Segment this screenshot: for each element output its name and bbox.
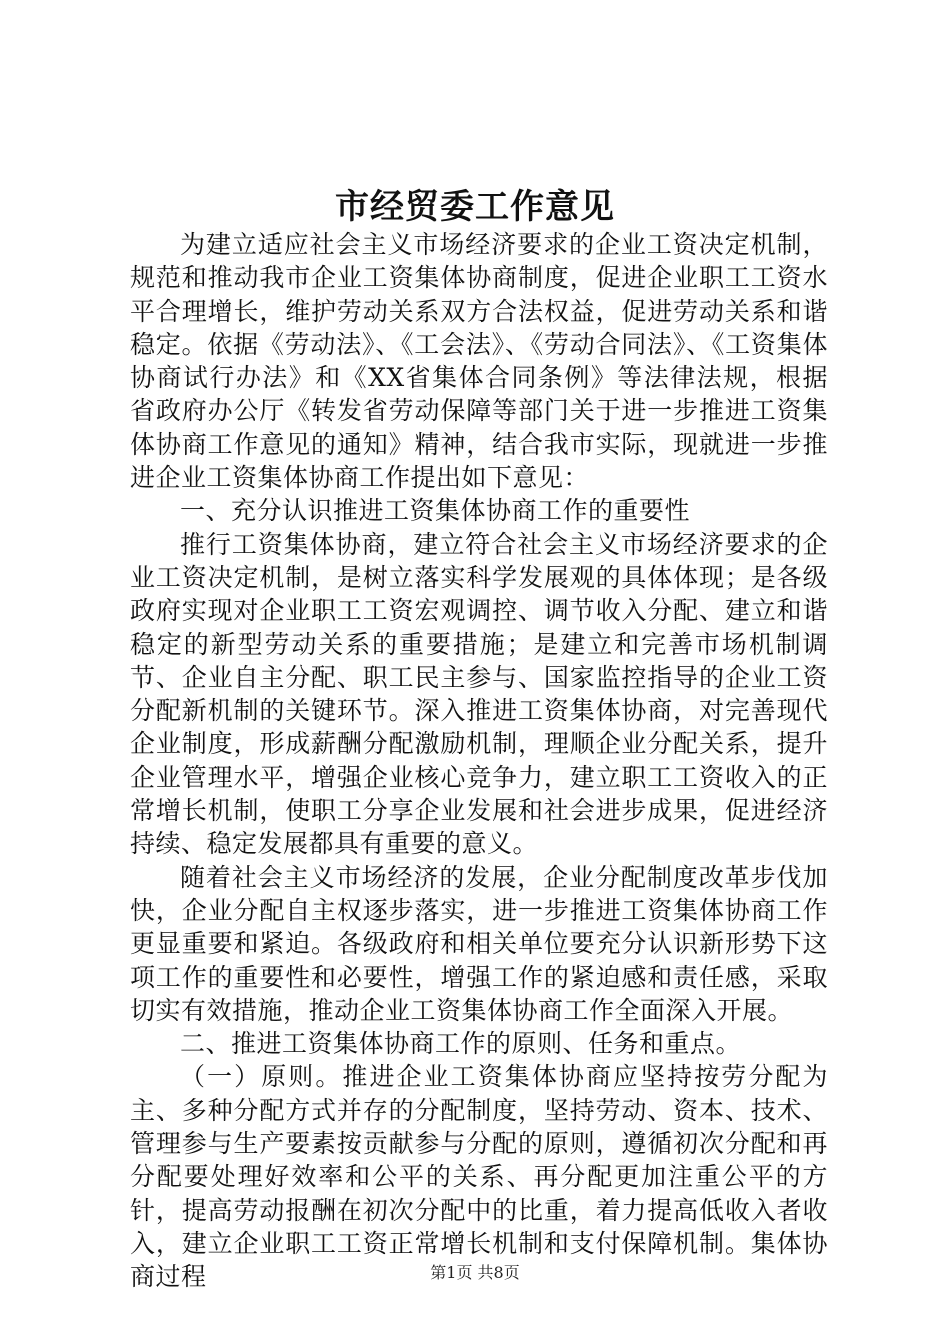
paragraph-intro: 为建立适应社会主义市场经济要求的企业工资决定机制，规范和推动我市企业工资集体协商制度，促进企业职工工资水平合理增长，维护劳动关系双方合法权益，促进劳动关系和谐稳定。依据《劳动法》、《工会法》、《劳动合同法》、《工资集体协商试行办法》和《XX省集体合同条例》等法律法规，根据省政府办公厅《转发省劳动保障等部门关于进一步推进工资集体协商工作意见的通知》精神，结合我市实际，现就进一步推进企业工资集体协商工作提出如下意见： — [130, 230, 828, 493]
paragraph-importance: 推行工资集体协商，建立符合社会主义市场经济要求的企业工资决定机制，是树立落实科学发展观的具体体现；是各级政府实现对企业职工工资宏观调控、调节收入分配、建立和谐稳定的新型劳动关系的重要措施；是建立和完善市场机制调节、企业自主分配、职工民主参与、国家监控指导的企业工资分配新机制的关键环节。深入推进工资集体协商，对完善现代企业制度，形成薪酬分配激励机制，理顺企业分配关系，提升企业管理水平，增强企业核心竞争力，建立职工工资收入的正常增长机制，使职工分享企业发展和社会进步成果，促进经济持续、稳定发展都具有重要的意义。 — [130, 529, 828, 859]
section-heading-1: 一、充分认识推进工资集体协商工作的重要性 — [180, 496, 691, 526]
paragraph-principles: （一）原则。推进企业工资集体协商应坚持按劳分配为主、多种分配方式并存的分配制度，坚持劳动、资本、技术、管理参与生产要素按贡献参与分配的原则，遵循初次分配和再分配要处理好效率和公平的关系、再分配更加注重公平的方针，提高劳动报酬在初次分配中的比重，着力提高低收入者收入，建立企业职工工资正常增长机制和支付保障机制。集体协商过程 — [130, 1062, 828, 1292]
paragraph-urgency: 随着社会主义市场经济的发展，企业分配制度改革步伐加快，企业分配自主权逐步落实，进一步推进工资集体协商工作更显重要和紧迫。各级政府和相关单位要充分认识新形势下这项工作的重要性和必要性，增强工作的紧迫感和责任感，采取切实有效措施，推动企业工资集体协商工作全面深入开展。 — [130, 862, 828, 1025]
page-footer: 第1页 共8页 — [430, 1263, 520, 1282]
document-body — [130, 228, 828, 1294]
document-title: 市经贸委工作意见 — [335, 187, 615, 227]
section-heading-2: 二、推进工资集体协商工作的原则、任务和重点。 — [180, 1029, 742, 1059]
